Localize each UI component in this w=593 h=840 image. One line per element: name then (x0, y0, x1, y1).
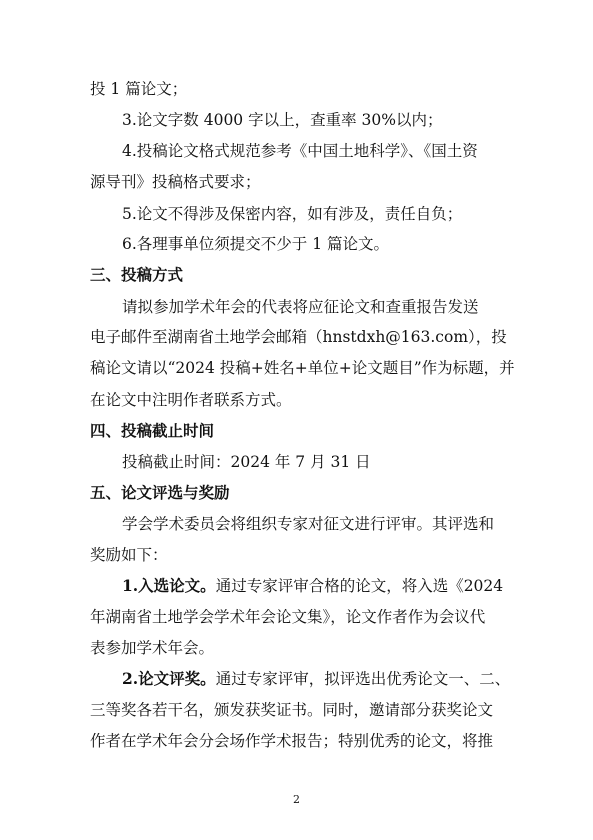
body-line: 电子邮件至湖南省土地学会邮箱（hnstdxh@163.com），投 (90, 328, 507, 346)
section-heading-awards: 五、论文评选与奖励 (90, 484, 230, 502)
requirement-5: 5.论文不得涉及保密内容，如有涉及，责任自负； (122, 205, 463, 223)
body-line: 三等奖各若干名，颁发获奖证书。同时，邀请部分获奖论文 (90, 701, 494, 719)
award-item-2-title: 2.论文评奖。 (122, 669, 216, 688)
body-line: 年湖南省土地学会学术年会论文集》，论文作者作为会议代 (90, 608, 486, 626)
body-line: 投 1 篇论文； (90, 80, 188, 98)
body-line: 稿论文请以“2024 投稿+姓名+单位+论文题目”作为标题，并 (90, 359, 515, 377)
award-item-1 (122, 576, 503, 596)
body-line: 请拟参加学术年会的代表将应征论文和查重报告发送 (122, 298, 479, 316)
body-line: 表参加学术年会。 (90, 639, 215, 657)
section-heading-submission: 三、投稿方式 (90, 266, 184, 284)
body-line: 奖励如下： (90, 546, 168, 564)
award-item-1-title: 1.入选论文。 (122, 576, 216, 595)
page-number: 2 (293, 793, 300, 806)
award-item-2 (122, 669, 510, 689)
award-item-1-text: 通过专家评审合格的论文，将入选《2024 (215, 577, 504, 595)
body-line: 学会学术委员会将组织专家对征文进行评审。其评选和 (122, 515, 495, 533)
requirement-3: 3.论文字数 4000 字以上，查重率 30%以内； (122, 111, 443, 129)
body-line: 源导刊》投稿格式要求； (90, 173, 261, 191)
requirement-6: 6.各理事单位须提交不少于 1 篇论文。 (122, 235, 390, 253)
section-heading-deadline: 四、投稿截止时间 (90, 422, 215, 440)
award-item-2-text: 通过专家评审，拟评选出优秀论文一、二、 (215, 670, 511, 688)
requirement-4: 4.投稿论文格式规范参考《中国土地科学》、《国土资 (122, 142, 478, 160)
body-line: 在论文中注明作者联系方式。 (90, 391, 292, 409)
deadline-line: 投稿截止时间：2024 年 7 月 31 日 (122, 453, 371, 471)
body-line: 作者在学术年会分会场作学术报告；特别优秀的论文，将推 (90, 732, 494, 750)
